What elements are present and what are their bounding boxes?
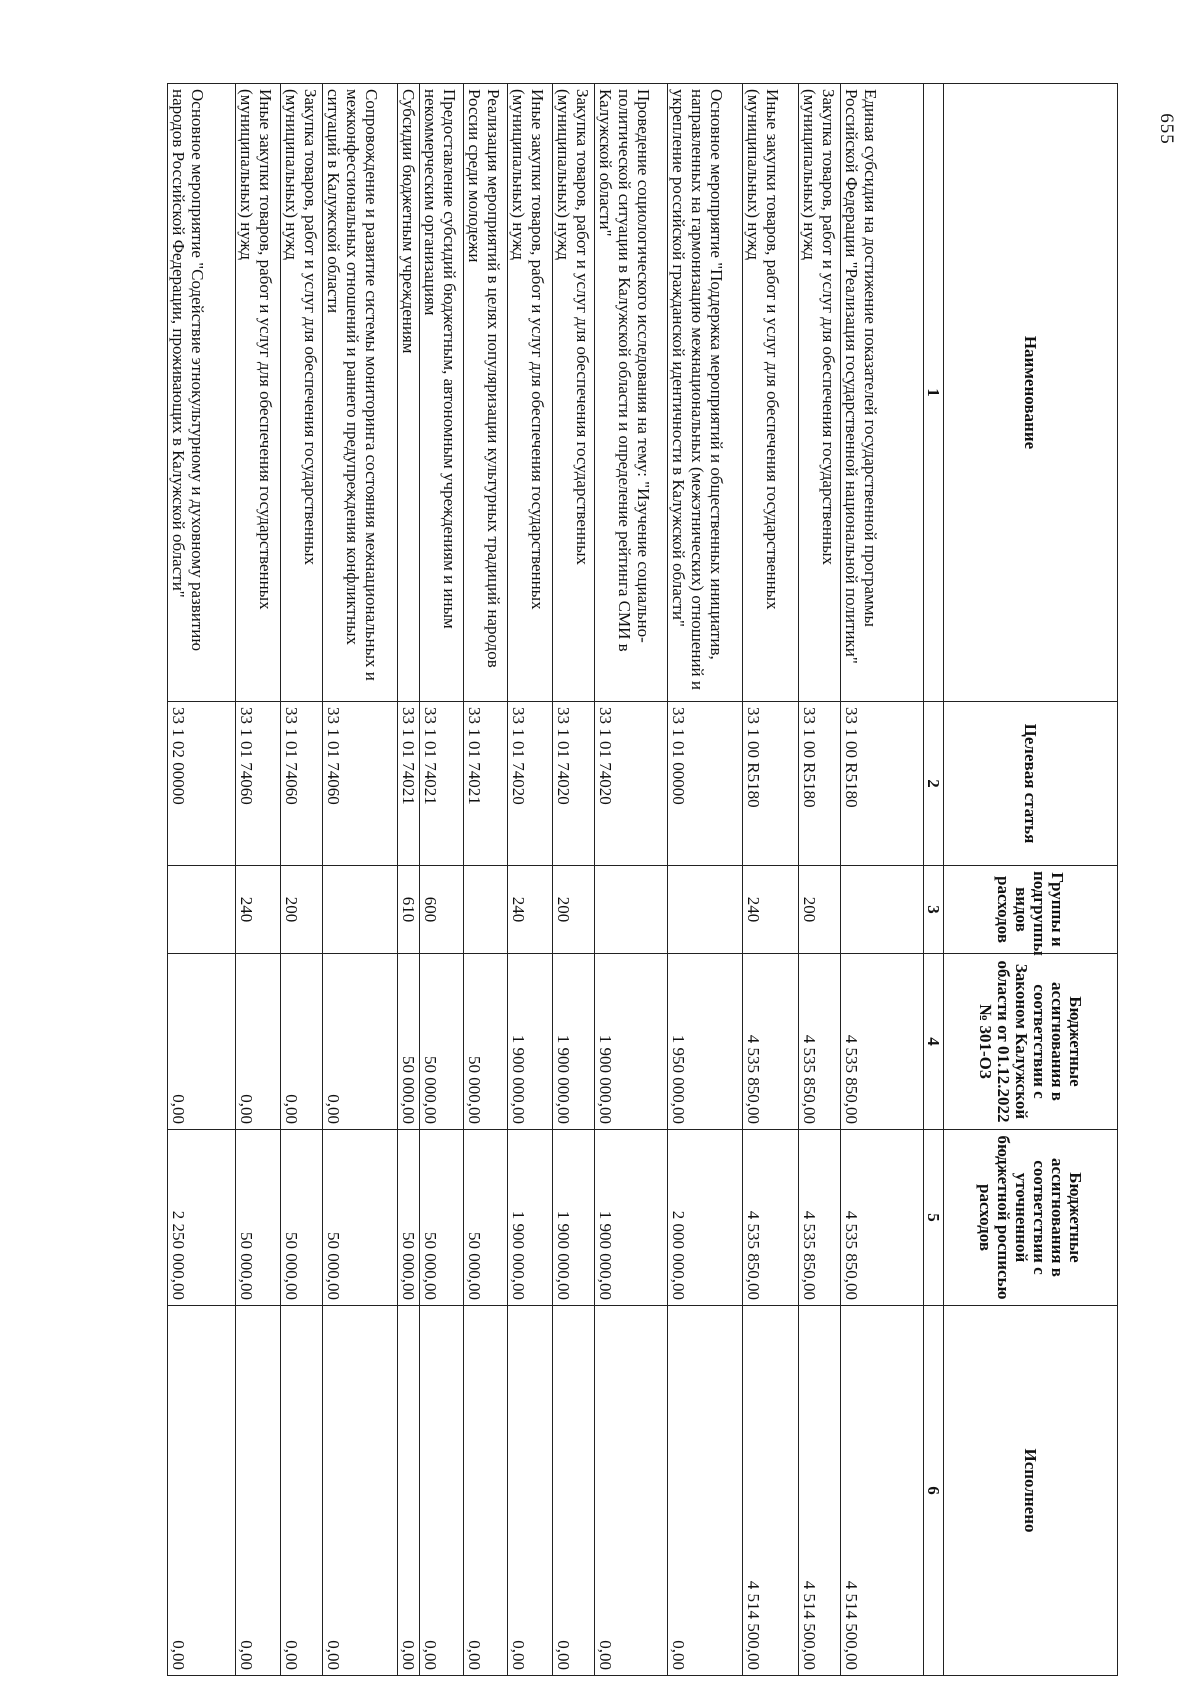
- row-name: Закупка товаров, работ и услуг для обеспечения государственных (муниципальных) нужд: [799, 84, 841, 702]
- row-refined: 2 000 000,00: [668, 1130, 743, 1306]
- row-refined: 50 000,00: [281, 1130, 323, 1306]
- row-executed: 4 514 500,00: [743, 1306, 799, 1676]
- row-name: Иные закупки товаров, работ и услуг для обеспечения государственных (муниципальных) нужд: [236, 84, 281, 702]
- row-name: Закупка товаров, работ и услуг для обеспечения государственных (муниципальных) нужд: [281, 84, 323, 702]
- column-number: 2: [924, 702, 944, 866]
- row-name: Иные закупки товаров, работ и услуг для обеспечения государственных (муниципальных) нужд: [508, 84, 553, 702]
- row-group: [323, 866, 398, 954]
- row-code: 33 1 01 74021: [420, 702, 464, 866]
- row-refined: 50 000,00: [420, 1130, 464, 1306]
- row-law: 50 000,00: [420, 954, 464, 1130]
- row-executed: 0,00: [668, 1306, 743, 1676]
- rotated-page: [118, 83, 1118, 1675]
- row-law: 1 900 000,00: [595, 954, 668, 1130]
- row-code: 33 1 01 74020: [508, 702, 553, 866]
- row-law: 4 535 850,00: [799, 954, 841, 1130]
- row-refined: 4 535 850,00: [841, 1130, 924, 1306]
- table-row: [464, 84, 508, 1676]
- row-refined: 50 000,00: [323, 1130, 398, 1306]
- table-row: [236, 84, 281, 1676]
- row-executed: 0,00: [398, 1306, 420, 1676]
- row-refined: 4 535 850,00: [743, 1130, 799, 1306]
- row-law: 1 900 000,00: [508, 954, 553, 1130]
- header-name: Наименование: [944, 84, 1118, 702]
- column-number: 1: [924, 84, 944, 702]
- row-name: Субсидии бюджетным учреждениям: [398, 84, 420, 702]
- column-number: 6: [924, 1306, 944, 1676]
- table-row: [595, 84, 668, 1676]
- row-group: 200: [281, 866, 323, 954]
- table-row: [323, 84, 398, 1676]
- row-law: 1 900 000,00: [553, 954, 595, 1130]
- row-law: 1 950 000,00: [668, 954, 743, 1130]
- row-name: Реализация мероприятий в целях популяризации культурных традиций народов России среди молодежи: [464, 84, 508, 702]
- row-code: 33 1 01 74060: [281, 702, 323, 866]
- row-law: 50 000,00: [464, 954, 508, 1130]
- row-code: 33 1 02 00000: [168, 702, 236, 866]
- table-row: [398, 84, 420, 1676]
- row-refined: 1 900 000,00: [595, 1130, 668, 1306]
- row-executed: 0,00: [553, 1306, 595, 1676]
- row-code: 33 1 00 R5180: [841, 702, 924, 866]
- header-code: Целевая статья: [944, 702, 1118, 866]
- row-name: Сопровождение и развитие системы мониторинга состояния межнациональных и межконфессиональных отношений и раннего предупреждения конфликтных ситуаций в Калужской области: [323, 84, 398, 702]
- row-group: [168, 866, 236, 954]
- row-code: 33 1 01 74060: [323, 702, 398, 866]
- row-code: 33 1 01 00000: [668, 702, 743, 866]
- row-group: [464, 866, 508, 954]
- row-name: Основное мероприятие "Поддержка мероприятий и общественных инициатив, направленных на гармонизацию межнациональных (межэтнических) отношений и укрепление российской гражданской идентичности в Калужской области": [668, 84, 743, 702]
- row-law: 50 000,00: [398, 954, 420, 1130]
- row-executed: 0,00: [236, 1306, 281, 1676]
- row-refined: 50 000,00: [236, 1130, 281, 1306]
- row-code: 33 1 01 74020: [553, 702, 595, 866]
- row-executed: 0,00: [595, 1306, 668, 1676]
- row-executed: 0,00: [168, 1306, 236, 1676]
- row-refined: 50 000,00: [398, 1130, 420, 1306]
- row-name: Иные закупки товаров, работ и услуг для обеспечения государственных (муниципальных) нужд: [743, 84, 799, 702]
- column-number: 4: [924, 954, 944, 1130]
- row-code: 33 1 00 R5180: [743, 702, 799, 866]
- row-code: 33 1 01 74020: [595, 702, 668, 866]
- table-row: [668, 84, 743, 1676]
- row-executed: 0,00: [464, 1306, 508, 1676]
- row-group: 200: [553, 866, 595, 954]
- row-group: [668, 866, 743, 954]
- table-row: [743, 84, 799, 1676]
- row-executed: 4 514 500,00: [799, 1306, 841, 1676]
- row-group: 600: [420, 866, 464, 954]
- row-group: 240: [743, 866, 799, 954]
- page-number: 655: [1156, 113, 1177, 145]
- row-code: 33 1 01 74021: [398, 702, 420, 866]
- row-law: 0,00: [236, 954, 281, 1130]
- row-law: 4 535 850,00: [743, 954, 799, 1130]
- row-executed: 0,00: [508, 1306, 553, 1676]
- row-law: 0,00: [323, 954, 398, 1130]
- row-name: Закупка товаров, работ и услуг для обеспечения государственных (муниципальных) нужд: [553, 84, 595, 702]
- row-group: 240: [508, 866, 553, 954]
- row-name: Основное мероприятие "Содействие этнокультурному и духовному развитию народов Российской Федерации, проживающих в Калужской области": [168, 84, 236, 702]
- row-executed: 0,00: [281, 1306, 323, 1676]
- header-refined: Бюджетные ассигнования в соответствии с уточненной бюджетной росписью расходов: [944, 1130, 1118, 1306]
- row-executed: 0,00: [420, 1306, 464, 1676]
- header-group: Группы и подгруппы видов расходов: [944, 866, 1118, 954]
- column-number: 3: [924, 866, 944, 954]
- row-law: 0,00: [168, 954, 236, 1130]
- row-code: 33 1 00 R5180: [799, 702, 841, 866]
- row-executed: 0,00: [323, 1306, 398, 1676]
- row-name: Единая субсидия на достижение показателей государственной программы Российской Федерации "Реализация государственной национальной политики": [841, 84, 924, 702]
- row-group: [595, 866, 668, 954]
- header-law: Бюджетные ассигнования в соответствии с Законом Калужской области от 01.12.2022 № 301-ОЗ: [944, 954, 1118, 1130]
- row-group: 240: [236, 866, 281, 954]
- row-name: Предоставление субсидий бюджетным, автономным учреждениям и иным некоммерческим организациям: [420, 84, 464, 702]
- table-row: [508, 84, 553, 1676]
- row-code: 33 1 01 74060: [236, 702, 281, 866]
- row-group: 610: [398, 866, 420, 954]
- header-row: [944, 84, 1118, 1676]
- budget-table: [167, 83, 1118, 1676]
- row-name: Проведение социологического исследования на тему: "Изучение социально-политической ситуации в Калужской области и определение рейтинга СМИ в Калужской области": [595, 84, 668, 702]
- row-law: 0,00: [281, 954, 323, 1130]
- column-number: 5: [924, 1130, 944, 1306]
- table-row: [168, 84, 236, 1676]
- row-refined: 2 250 000,00: [168, 1130, 236, 1306]
- table-row: [553, 84, 595, 1676]
- row-group: 200: [799, 866, 841, 954]
- row-code: 33 1 01 74021: [464, 702, 508, 866]
- row-executed: 4 514 500,00: [841, 1306, 924, 1676]
- row-law: 4 535 850,00: [841, 954, 924, 1130]
- table-row: [281, 84, 323, 1676]
- row-group: [841, 866, 924, 954]
- header-executed: Исполнено: [944, 1306, 1118, 1676]
- column-number-row: [924, 84, 944, 1676]
- row-refined: 4 535 850,00: [799, 1130, 841, 1306]
- table-row: [799, 84, 841, 1676]
- row-refined: 1 900 000,00: [553, 1130, 595, 1306]
- table-row: [420, 84, 464, 1676]
- table-row: [841, 84, 924, 1676]
- row-refined: 50 000,00: [464, 1130, 508, 1306]
- row-refined: 1 900 000,00: [508, 1130, 553, 1306]
